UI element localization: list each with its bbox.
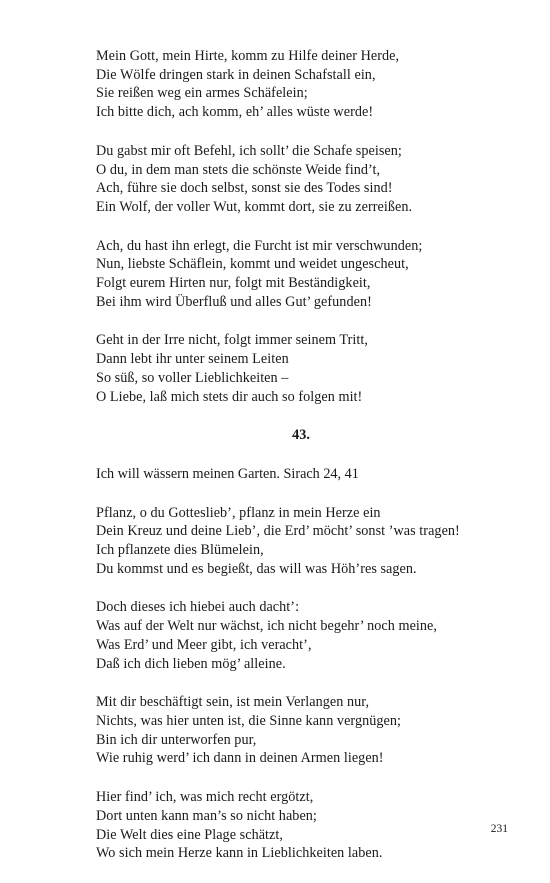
stanza: [96, 788, 506, 863]
page-body: [96, 47, 506, 883]
verse-line: So süß, so voller Lieblichkeiten –: [96, 369, 289, 386]
verse-line: Geht in der Irre nicht, folgt immer seinem Tritt,: [96, 332, 368, 349]
verse-line: O du, in dem man stets die schönste Weide find’t,: [96, 161, 381, 178]
poem-epigraph: Ich will wässern meinen Garten. Sirach 24, 41: [96, 465, 359, 482]
poem-number: 43.: [292, 427, 310, 444]
verse-line: Mit dir beschäftigt sein, ist mein Verlangen nur,: [96, 694, 370, 711]
poem-previous: [96, 47, 506, 406]
verse-line: Bin ich dir unterworfen pur,: [96, 731, 257, 748]
verse-line: Die Wölfe dringen stark in deinen Schafstall ein,: [96, 66, 376, 83]
verse-line: Du gabst mir oft Befehl, ich sollt’ die Schafe speisen;: [96, 142, 402, 159]
verse-line: Hier find’ ich, was mich recht ergötzt,: [96, 789, 314, 806]
stanza: [96, 237, 506, 312]
verse-line: Du kommst und es begießt, das will was Höh’res sagen.: [96, 560, 417, 577]
stanza: [96, 142, 506, 217]
verse-line: Nichts, was hier unten ist, die Sinne kann vergnügen;: [96, 712, 401, 729]
verse-line: Wie ruhig werd’ ich dann in deinen Armen liegen!: [96, 750, 384, 767]
verse-line: Was Erd’ und Meer gibt, ich veracht’,: [96, 636, 312, 653]
stanza: [96, 47, 506, 122]
verse-line: Doch dieses ich hiebei auch dacht’:: [96, 599, 300, 616]
verse-line: Ach, du hast ihn erlegt, die Furcht ist mir verschwunden;: [96, 237, 423, 254]
verse-line: O Liebe, laß mich stets dir auch so folgen mit!: [96, 388, 363, 405]
verse-line: Ich pflanzete dies Blümelein,: [96, 542, 264, 559]
stanza: [96, 598, 506, 673]
verse-line: Folgt eurem Hirten nur, folgt mit Beständigkeit,: [96, 275, 371, 292]
verse-line: Nun, liebste Schäflein, kommt und weidet ungescheut,: [96, 256, 409, 273]
page-number: 231: [490, 823, 508, 835]
verse-line: Was auf der Welt nur wächst, ich nicht begehr’ noch meine,: [96, 618, 437, 635]
verse-line: Dort unten kann man’s so nicht haben;: [96, 807, 317, 824]
verse-line: Daß ich dich lieben mög’ alleine.: [96, 655, 286, 672]
verse-line: Ich bitte dich, ach komm, eh’ alles wüste werde!: [96, 104, 374, 121]
verse-line: Mein Gott, mein Hirte, komm zu Hilfe deiner Herde,: [96, 48, 400, 64]
verse-line: Dann lebt ihr unter seinem Leiten: [96, 351, 289, 368]
verse-line: Die Welt dies eine Plage schätzt,: [96, 826, 283, 843]
verse-line: Bei ihm wird Überfluß und alles Gut’ gefunden!: [96, 293, 372, 310]
verse-line: Dein Kreuz und deine Lieb’, die Erd’ möcht’ sonst ’was tragen!: [96, 523, 460, 540]
verse-line: Pflanz, o du Gotteslieb’, pflanz in mein Herze ein: [96, 504, 381, 521]
stanza: [96, 331, 506, 406]
verse-line: Wo sich mein Herze kann in Lieblichkeiten laben.: [96, 845, 383, 862]
stanza: [96, 693, 506, 768]
verse-line: Ein Wolf, der voller Wut, kommt dort, sie zu zerreißen.: [96, 198, 413, 215]
verse-line: Sie reißen weg ein armes Schäfelein;: [96, 85, 308, 102]
verse-line: Ach, führe sie doch selbst, sonst sie des Todes sind!: [96, 180, 393, 197]
poem-43: [96, 426, 506, 863]
stanza: [96, 504, 506, 579]
